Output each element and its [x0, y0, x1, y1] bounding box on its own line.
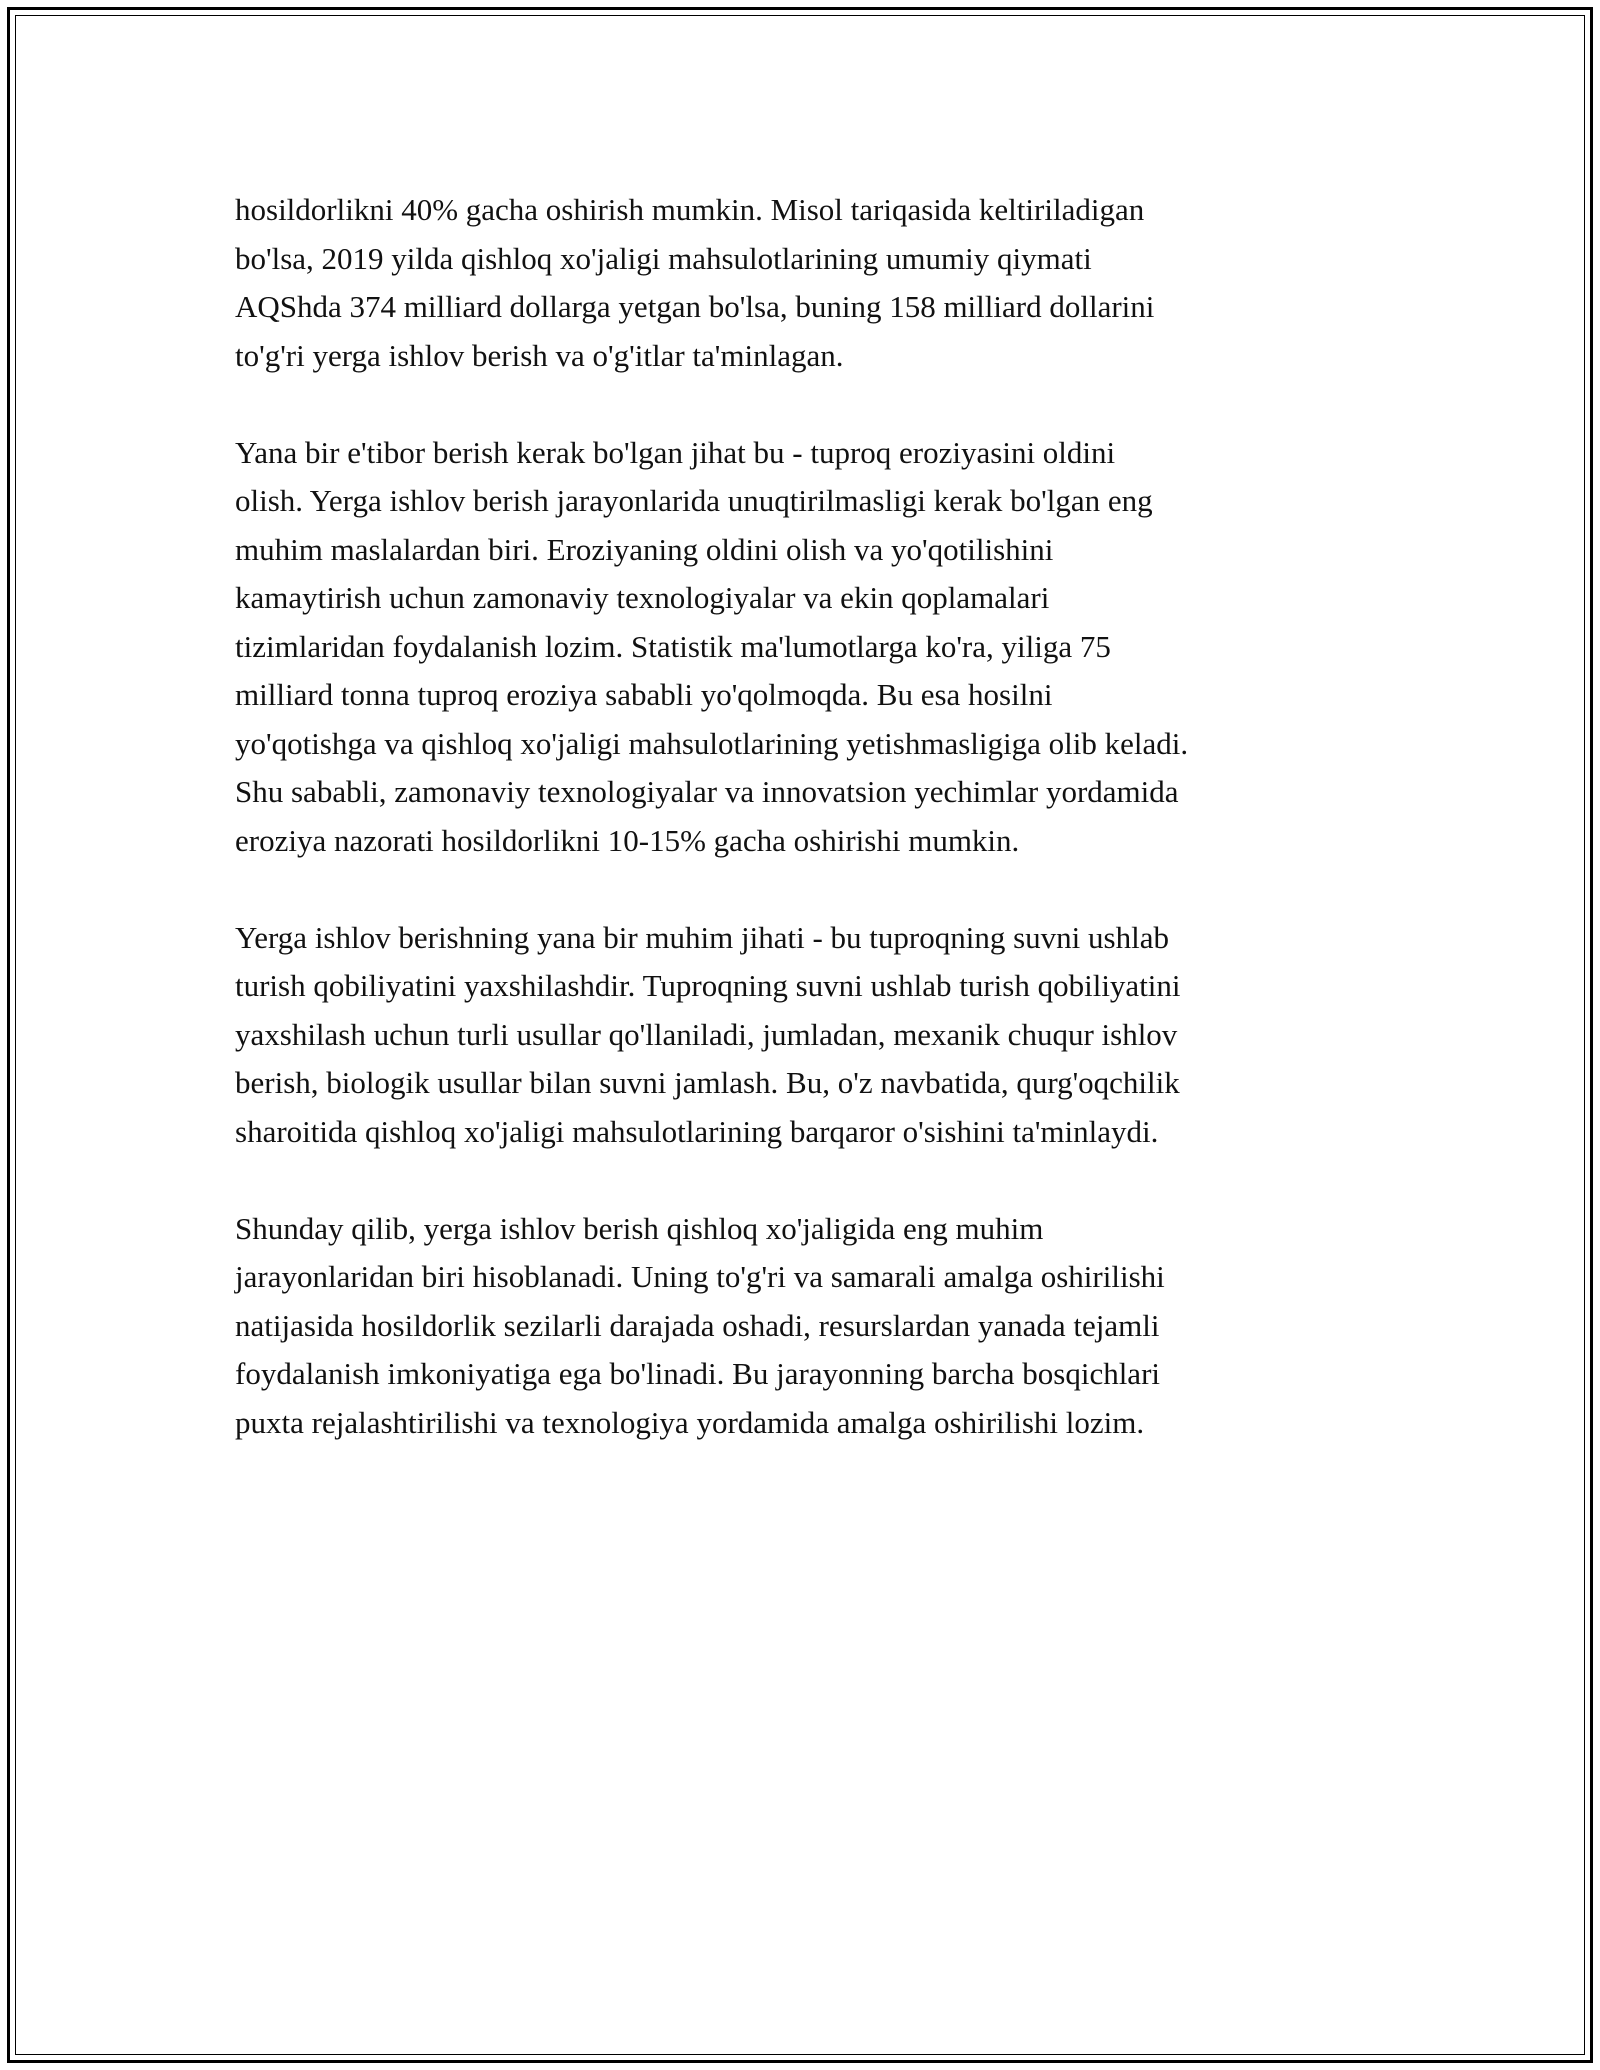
paragraph-4: Shunday qilib, yerga ishlov berish qishloq xo'jaligida eng muhim jarayonlaridan biri hisoblanadi. Uning to'g'ri va samarali amalga oshirilishi natijasida hosildorlik sezilarli darajada oshadi, resurslardan yanada tejamli foydalanish imkoniyatiga ega bo'linadi. Bu jarayonning barcha bosqichlari puxta rejalashtirilishi va texnologiya yordamida amalga oshirilishi lozim.	[235, 1210, 1165, 1440]
paragraph-3: Yerga ishlov berishning yana bir muhim jihati - bu tuproqning suvni ushlab turish qobiliyatini yaxshilashdir. Tuproqning suvni ushlab turish qobiliyatini yaxshilash uchun turli usullar qo'llaniladi, jumladan, mexanik chuqur ishlov berish, biologik usullar bilan suvni jamlash. Bu, o'z navbatida, qurg'oqchilik sharoitida qishloq xo'jaligi mahsulotlarining barqaror o'sishini ta'minlaydi.	[235, 919, 1181, 1149]
document-body	[235, 186, 1375, 1496]
paragraph-1: hosildorlikni 40% gacha oshirish mumkin. Misol tariqasida keltiriladigan bo'lsa, 2019 yilda qishloq xo'jaligi mahsulotlarining umumiy qiymati AQShda 374 milliard dollarga yetgan bo'lsa, buning 158 milliard dollarini to'g'ri yerga ishlov berish va o'g'itlar ta'minlagan.	[235, 192, 1155, 373]
paragraph-2: Yana bir e'tibor berish kerak bo'lgan jihat bu - tuproq eroziyasini oldini olish. Yerga ishlov berish jarayonlarida unuqtirilmasligi kerak bo'lgan eng muhim maslalardan biri. Eroziyaning oldini olish va yo'qotilishini kamaytirish uchun zamonaviy texnologiyalar va ekin qoplamalari tizimlaridan foydalanish lozim. Statistik ma'lumotlarga ko'ra, yiliga 75 milliard tonna tuproq eroziya sababli yo'qolmoqda. Bu esa hosilni yo'qotishga va qishloq xo'jaligi mahsulotlarining yetishmasligiga olib keladi. Shu sababli, zamonaviy texnologiyalar va innovatsion yechimlar yordamida eroziya nazorati hosildorlikni 10-15% gacha oshirishi mumkin.	[235, 434, 1189, 858]
